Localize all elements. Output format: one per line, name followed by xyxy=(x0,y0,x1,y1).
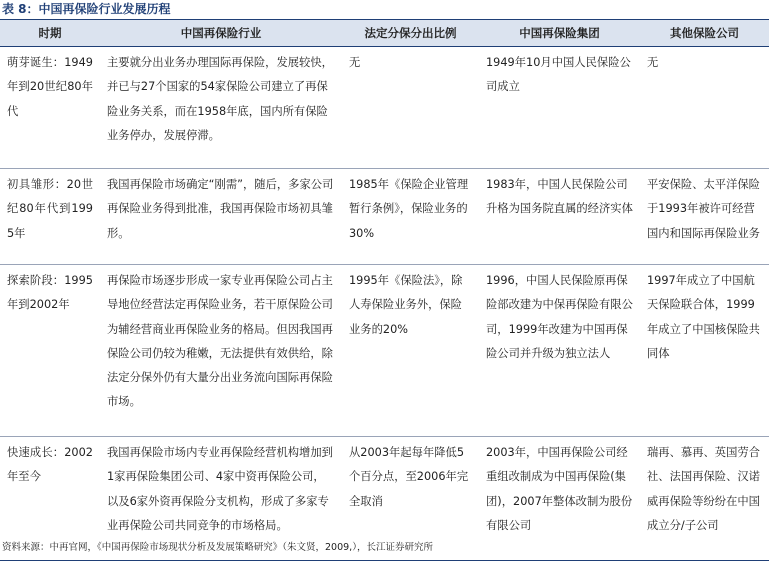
cell-others: 平安保险、太平洋保险于1993年被许可经营国内和国际再保险业务 xyxy=(640,169,769,265)
cell-group: 1996，中国人民保险原再保险部改建为中保再保险有限公司，1999年改建为中国再保险公司并升级为独立法人 xyxy=(479,265,640,437)
table-row xyxy=(0,47,769,169)
cell-others: 1997年成立了中国航天保险联合体，1999年成立了中国核保险共同体 xyxy=(640,265,769,437)
header-ratio: 法定分保分出比例 xyxy=(342,20,479,47)
table-row xyxy=(0,265,769,437)
header-others: 其他保险公司 xyxy=(640,20,769,47)
source-note: 资料来源：中再官网，《中国再保险市场现状分析及发展策略研究》（朱文贤，2009,），长江证券研究所 xyxy=(2,542,433,553)
table-row xyxy=(0,169,769,265)
cell-group: 1983年，中国人民保险公司升格为国务院直属的经济实体 xyxy=(479,169,640,265)
cell-group: 2003年，中国再保险公司经重组改制成为中国再保险(集团)，2007年整体改制为股份有限公司 xyxy=(479,437,640,561)
table-title: 表 8：中国再保险行业发展历程 xyxy=(2,2,171,16)
header-group: 中国再保险集团 xyxy=(479,20,640,47)
cell-others: 无 xyxy=(640,47,769,169)
history-table xyxy=(0,20,769,561)
cell-industry: 我国再保险市场内专业再保险经营机构增加到1家再保险集团公司、4家中资再保险公司，以及6家外资再保险分支机构，形成了多家专业再保险公司共同竞争的市场格局。 xyxy=(100,437,342,561)
cell-group: 1949年10月中国人民保险公司成立 xyxy=(479,47,640,169)
header-period: 时期 xyxy=(0,20,100,47)
cell-period: 快速成长：2002年至今 xyxy=(0,437,100,561)
cell-ratio: 1985年《保险企业管理暂行条例》，保险业务的30% xyxy=(342,169,479,265)
cell-ratio: 从2003年起每年降低5个百分点，至2006年完全取消 xyxy=(342,437,479,561)
cell-industry: 主要就分出业务办理国际再保险，发展较快，并已与27个国家的54家保险公司建立了再保险业务关系，而在1958年底，国内所有保险业务停办，发展停滞。 xyxy=(100,47,342,169)
cell-period: 探索阶段：1995年到2002年 xyxy=(0,265,100,437)
cell-others: 瑞再、慕再、英国劳合社、法国再保险、汉诺威再保险等纷纷在中国成立分/子公司 xyxy=(640,437,769,561)
cell-ratio: 1995年《保险法》，除人寿保险业务外，保险业务的20% xyxy=(342,265,479,437)
cell-period: 初具雏形：20世纪80年代到1995年 xyxy=(0,169,100,265)
cell-period: 萌芽诞生：1949年到20世纪80年代 xyxy=(0,47,100,169)
cell-industry: 再保险市场逐步形成一家专业再保险公司占主导地位经营法定再保险业务，若干原保险公司为辅经营商业再保险业务的格局。但因我国再保险公司仍较为稚嫩，无法提供有效供给，除法定分保外仍有大量分出业务流向国际再保险市场。 xyxy=(100,265,342,437)
cell-ratio: 无 xyxy=(342,47,479,169)
header-row xyxy=(0,20,769,47)
cell-industry: 我国再保险市场确定“刚需”，随后，多家公司再保险业务得到批准，我国再保险市场初具雏形。 xyxy=(100,169,342,265)
header-industry: 中国再保险行业 xyxy=(100,20,342,47)
